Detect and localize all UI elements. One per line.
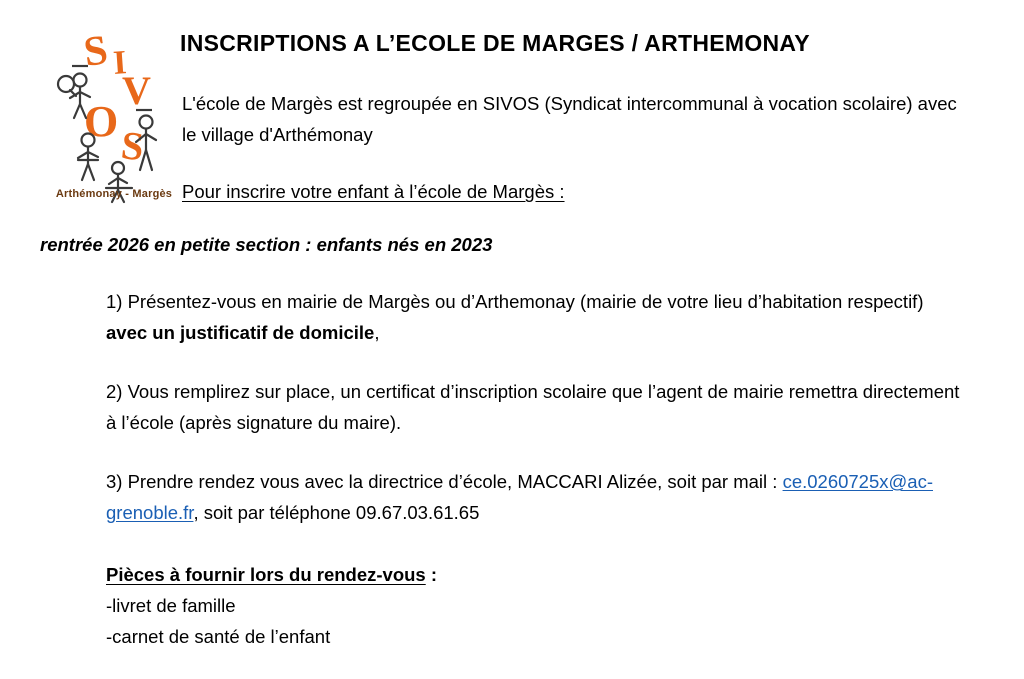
step-1 xyxy=(106,286,966,348)
page-title: INSCRIPTIONS A L’ECOLE DE MARGES / ARTHEMONAY xyxy=(180,30,810,56)
rentree-line: rentrée 2026 en petite section : enfants nés en 2023 xyxy=(40,234,493,255)
email-link[interactable]: ce.0260725x@ac-grenoble.fr xyxy=(106,471,933,523)
step-3 xyxy=(106,466,966,528)
step-2 xyxy=(106,376,966,438)
pieces-heading-text: Pièces à fournir lors du rendez-vous xyxy=(106,564,426,585)
step-3-phone: , soit par téléphone 09.67.03.61.65 xyxy=(193,502,480,523)
lead-text: Pour inscrire votre enfant à l’école de Margès : xyxy=(182,181,565,202)
step-1-text: 1) Présentez-vous en mairie de Margès ou d’Arthemonay (mairie de votre lieu d’habitation respectif) xyxy=(106,291,924,312)
pieces-heading-suffix: : xyxy=(425,564,438,585)
svg-text:S: S xyxy=(80,27,111,76)
list-item: -livret de famille xyxy=(106,595,236,616)
svg-text:V: V xyxy=(122,68,151,113)
step-2-text: 2) Vous remplirez sur place, un certificat d’inscription scolaire que l’agent de mairie remettra directement à l’école (après signature du maire). xyxy=(106,381,960,433)
logo-caption: Arthémonay - Margès xyxy=(55,188,173,200)
svg-text:S: S xyxy=(119,122,146,170)
pieces-list xyxy=(106,590,437,652)
pieces-heading xyxy=(106,559,437,590)
step-1-tail: , xyxy=(374,322,380,343)
lead-line xyxy=(182,178,565,206)
svg-text:O: O xyxy=(84,97,119,146)
svg-text:I: I xyxy=(111,44,128,82)
pieces-section xyxy=(106,559,437,652)
list-item: -carnet de santé de l’enfant xyxy=(106,626,331,647)
step-1-bold: avec un justificatif de domicile xyxy=(106,322,375,343)
step-3-text: 3) Prendre rendez vous avec la directrice d’école, MACCARI Alizée, soit par mail : xyxy=(106,471,783,492)
intro-paragraph: L'école de Margès est regroupée en SIVOS (Syndicat intercommunal à vocation scolaire) avec le village d'Arthémonay xyxy=(182,93,957,145)
